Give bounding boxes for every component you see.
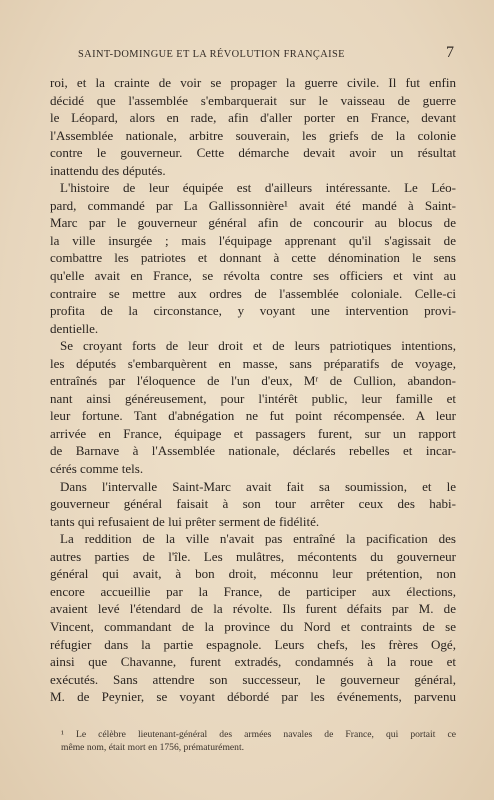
text-line: leur fortune. Tant d'abnégation ne fut point récompensée. A leur xyxy=(50,408,456,424)
text-line: dentielle. xyxy=(50,320,99,336)
paragraph-1 xyxy=(50,74,456,179)
text-line: gouverneur général faisait à son tour arrêter ceux des habi- xyxy=(50,496,456,512)
text-line: tants qui refusaient de lui prêter serment de fidélité. xyxy=(50,513,320,529)
footnote-line: ¹ Le célèbre lieutenant-général des armées navales de France, qui portait ce xyxy=(61,728,456,740)
text-line: entraînés par l'éloquence de l'un d'eux, Mʳ de Cullion, abandon- xyxy=(50,373,456,389)
paragraph-4 xyxy=(50,478,456,531)
text-line: contraire se mettre aux ordres de l'assemblée coloniale. Celle-ci xyxy=(50,285,456,301)
text-line: Marc par le gouverneur général afin de concourir au blocus de xyxy=(50,215,456,231)
text-line: Se croyant forts de leur droit et de leurs patriotiques intentions, xyxy=(60,338,456,354)
page-number: 7 xyxy=(446,44,454,61)
text-line: M. de Peynier, se voyant débordé par les événements, parvenu xyxy=(50,689,456,705)
paragraph-3 xyxy=(50,337,456,477)
text-line: pard, commandé par La Gallissonnière¹ avait été mandé à Saint- xyxy=(50,197,456,213)
text-line: général qui avait, à bon droit, méconnu leur prétention, non xyxy=(50,566,456,582)
text-line: les députés s'embarquèrent en masse, sans préparatifs de voyage, xyxy=(50,355,456,371)
text-line: cérés comme tels. xyxy=(50,461,144,477)
text-line: combattre les patriotes et donnant à cette dénomination le sens xyxy=(50,250,456,266)
page-header xyxy=(78,44,454,62)
text-line: exécutés. Sans attendre son successeur, le gouverneur général, xyxy=(50,671,456,687)
text-line: décidé que l'assemblée s'embarquerait sur le vaisseau de guerre xyxy=(50,92,456,108)
footnote-line: même nom, était mort en 1756, prématurément. xyxy=(61,741,245,753)
text-line: Dans l'intervalle Saint-Marc avait fait sa soumission, et le xyxy=(60,478,456,494)
text-line: encore accueillie par la France, de participer aux élections, xyxy=(50,583,456,599)
text-line: inattendu des députés. xyxy=(50,162,166,178)
paragraph-5 xyxy=(50,530,456,705)
text-line: roi, et la crainte de voir se propager la guerre civile. Il fut enfin xyxy=(50,75,456,90)
text-line: réfugier dans la partie espagnole. Leurs chefs, les frères Ogé, xyxy=(50,636,456,652)
text-line: la ville insurgée ; mais l'équipage apprenant qu'il s'agissait de xyxy=(50,232,456,248)
text-line: Vincent, commandant de la province du Nord et contraints de se xyxy=(50,618,456,634)
paragraph-2 xyxy=(50,179,456,337)
text-line: ainsi que Chavanne, furent extradés, condamnés à la roue et xyxy=(50,654,456,670)
text-line: de Barnave à l'Assemblée nationale, déclarés rebelles et incar- xyxy=(50,443,456,459)
text-line: La reddition de la ville n'avait pas entraîné la pacification des xyxy=(60,531,456,547)
text-line: qu'elle avait en France, se révolta contre ses officiers et vint au xyxy=(50,268,456,284)
text-line: l'Assemblée nationale, arbitre souverain, les griefs de la colonie xyxy=(50,127,456,143)
body-text xyxy=(50,74,456,706)
text-line: nant ainsi généreusement, pour l'intérêt public, leur famille et xyxy=(50,390,456,406)
text-line: L'histoire de leur équipée est d'ailleurs intéressante. Le Léo- xyxy=(60,180,456,196)
text-line: le Léopard, alors en rade, afin d'aller porter en France, devant xyxy=(50,110,456,126)
running-title: SAINT-DOMINGUE ET LA RÉVOLUTION FRANÇAISE xyxy=(78,49,345,60)
text-line: autres parties de l'île. Les mulâtres, mécontents du gouverneur xyxy=(50,548,456,564)
text-line: profita de la circonstance, y voyant une intervention provi- xyxy=(50,303,456,319)
text-line: contre le gouverneur. Cette démarche devait avoir un résultat xyxy=(50,145,456,161)
footnotes xyxy=(50,728,456,754)
text-line: arrivée en France, équipage et passagers furent, sur un rapport xyxy=(50,425,456,441)
text-line: avaient levé l'étendard de la révolte. Ils furent défaits par M. de xyxy=(50,601,456,617)
